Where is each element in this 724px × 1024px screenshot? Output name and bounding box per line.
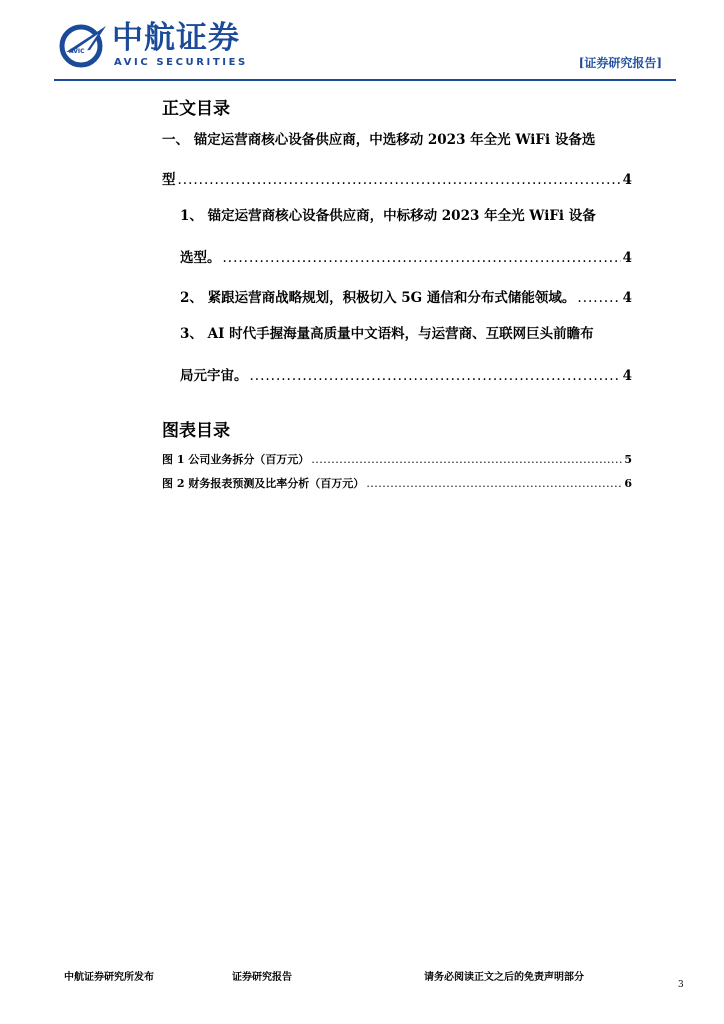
page-header: [0, 0, 724, 82]
leader-dots: [178, 170, 621, 190]
leader-dots: [577, 288, 620, 308]
toc-entry[interactable]: [180, 288, 632, 308]
figure-entry[interactable]: [162, 476, 632, 492]
toc-entry-text: 3、 AI 时代手握海量高质量中文语料，与运营商、互联网巨头前瞻布: [180, 326, 594, 342]
leader-dots: [223, 248, 621, 268]
leader-dots: [311, 452, 622, 468]
avic-logo-icon: [56, 22, 110, 68]
toc-entry-text-cont: 选型。: [180, 250, 221, 266]
figure-entry[interactable]: [162, 452, 632, 468]
brand-name: 中航证券: [112, 20, 240, 56]
figure-page-number: 6: [624, 477, 632, 490]
toc-entry-text-cont: 局元宇宙。: [180, 368, 248, 384]
report-type-tag: [证券研究报告]: [578, 56, 662, 70]
toc-page-number: 4: [622, 290, 632, 306]
toc-entry-text-cont: 型: [162, 172, 176, 188]
toc-entry-text: 一、 锚定运营商核心设备供应商，中选移动 2023 年全光 WiFi 设备选: [162, 132, 596, 148]
toc-page-number: 4: [622, 172, 632, 188]
toc-entry[interactable]: [180, 206, 632, 268]
logo-text: AVIC: [69, 48, 85, 55]
toc-entry-text: 2、 紧跟运营商战略规划，积极切入 5G 通信和分布式储能领域。: [180, 290, 576, 306]
table-of-contents: [160, 88, 632, 492]
leader-dots: [250, 366, 621, 386]
figure-entry-text: 图 1 公司业务拆分（百万元）: [162, 453, 310, 466]
figure-page-number: 5: [624, 453, 632, 466]
toc-entry-text: 1、 锚定运营商核心设备供应商，中标移动 2023 年全光 WiFi 设备: [180, 208, 596, 224]
figures-title: 图表目录: [162, 421, 230, 441]
toc-page-number: 4: [622, 250, 632, 266]
footer-disclaimer: 请务必阅读正文之后的免责声明部分: [424, 972, 584, 983]
figure-entry-text: 图 2 财务报表预测及比率分析（百万元）: [162, 477, 365, 490]
header-divider: [54, 79, 676, 81]
toc-entry[interactable]: [180, 324, 632, 386]
toc-entry[interactable]: [162, 130, 632, 190]
toc-page-number: 4: [622, 368, 632, 384]
footer-page-number: 3: [678, 980, 684, 990]
footer-report-type: 证券研究报告: [232, 972, 292, 983]
footer-publisher: 中航证券研究所发布: [64, 972, 154, 983]
leader-dots: [366, 476, 622, 492]
brand-name-en: AVIC SECURITIES: [114, 57, 248, 68]
toc-title: 正文目录: [162, 99, 230, 119]
